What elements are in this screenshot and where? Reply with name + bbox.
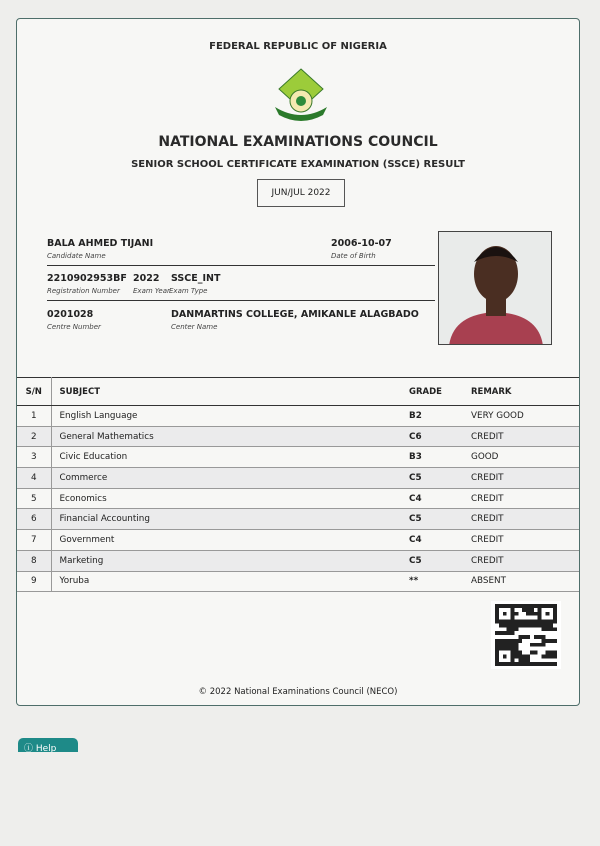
row-sn: 5 — [17, 488, 51, 509]
row-sn: 3 — [17, 447, 51, 468]
registration-label: Registration Number — [47, 287, 120, 295]
row-subject: Yoruba — [51, 571, 409, 592]
row-subject: English Language — [51, 406, 409, 427]
row-grade: C5 — [409, 468, 471, 489]
country-heading: FEDERAL REPUBLIC OF NIGERIA — [209, 41, 387, 52]
row-subject: Commerce — [51, 468, 409, 489]
table-row — [17, 550, 579, 571]
row-sn: 8 — [17, 550, 51, 571]
header-sn: S/N — [17, 378, 51, 406]
header-subject: SUBJECT — [51, 378, 409, 406]
divider — [47, 265, 435, 266]
row-remark: ABSENT — [471, 571, 579, 592]
row-grade: B3 — [409, 447, 471, 468]
table-row — [17, 488, 579, 509]
row-sn: 4 — [17, 468, 51, 489]
table-row — [17, 509, 579, 530]
row-sn: 2 — [17, 426, 51, 447]
qr-code — [491, 601, 561, 669]
candidate-photo — [438, 231, 552, 345]
exam-type: SSCE_INT — [171, 273, 221, 284]
exam-title: SENIOR SCHOOL CERTIFICATE EXAMINATION (SSCE) RESULT — [131, 159, 465, 170]
row-sn: 6 — [17, 509, 51, 530]
row-grade: B2 — [409, 406, 471, 427]
council-title: NATIONAL EXAMINATIONS COUNCIL — [158, 134, 438, 150]
row-sn: 1 — [17, 406, 51, 427]
row-subject: General Mathematics — [51, 426, 409, 447]
candidate-name: BALA AHMED TIJANI — [47, 238, 154, 249]
row-remark: CREDIT — [471, 550, 579, 571]
centre-name: DANMARTINS COLLEGE, AMIKANLE ALAGBADO — [171, 309, 419, 320]
help-button[interactable] — [18, 738, 78, 752]
result-sheet — [16, 18, 580, 706]
table-row — [17, 406, 579, 427]
exam-year: 2022 — [133, 273, 160, 284]
results-table — [17, 377, 579, 592]
row-sn: 9 — [17, 571, 51, 592]
neco-logo — [273, 67, 329, 123]
centre-number-label: Centre Number — [47, 323, 101, 331]
dob-label: Date of Birth — [331, 252, 376, 260]
table-row — [17, 468, 579, 489]
row-remark: GOOD — [471, 447, 579, 468]
help-icon: ⓘ — [24, 744, 36, 752]
centre-number: 0201028 — [47, 309, 94, 320]
date-of-birth: 2006-10-07 — [331, 238, 392, 249]
table-row — [17, 571, 579, 592]
exam-session: JUN/JUL 2022 — [257, 179, 345, 207]
row-grade: C4 — [409, 530, 471, 551]
row-remark: CREDIT — [471, 509, 579, 530]
row-grade: C6 — [409, 426, 471, 447]
header-remark: REMARK — [471, 378, 579, 406]
row-remark: VERY GOOD — [471, 406, 579, 427]
table-row — [17, 530, 579, 551]
row-subject: Marketing — [51, 550, 409, 571]
header-grade: GRADE — [409, 378, 471, 406]
row-subject: Financial Accounting — [51, 509, 409, 530]
row-sn: 7 — [17, 530, 51, 551]
row-grade: C4 — [409, 488, 471, 509]
footer-copyright: © 2022 National Examinations Council (NECO) — [198, 687, 398, 697]
row-grade: ** — [409, 571, 471, 592]
row-remark: CREDIT — [471, 530, 579, 551]
row-remark: CREDIT — [471, 468, 579, 489]
exam-type-label: Exam Type — [169, 287, 208, 295]
divider — [47, 300, 435, 301]
registration-number: 2210902953BF — [47, 273, 127, 284]
row-remark: CREDIT — [471, 426, 579, 447]
candidate-name-label: Candidate Name — [47, 252, 106, 260]
row-grade: C5 — [409, 550, 471, 571]
centre-name-label: Center Name — [171, 323, 218, 331]
row-subject: Government — [51, 530, 409, 551]
table-row — [17, 426, 579, 447]
exam-year-label: Exam Year — [133, 287, 170, 295]
table-header — [17, 378, 579, 406]
help-label: Help — [35, 744, 57, 752]
row-grade: C5 — [409, 509, 471, 530]
row-remark: CREDIT — [471, 488, 579, 509]
row-subject: Civic Education — [51, 447, 409, 468]
table-row — [17, 447, 579, 468]
row-subject: Economics — [51, 488, 409, 509]
